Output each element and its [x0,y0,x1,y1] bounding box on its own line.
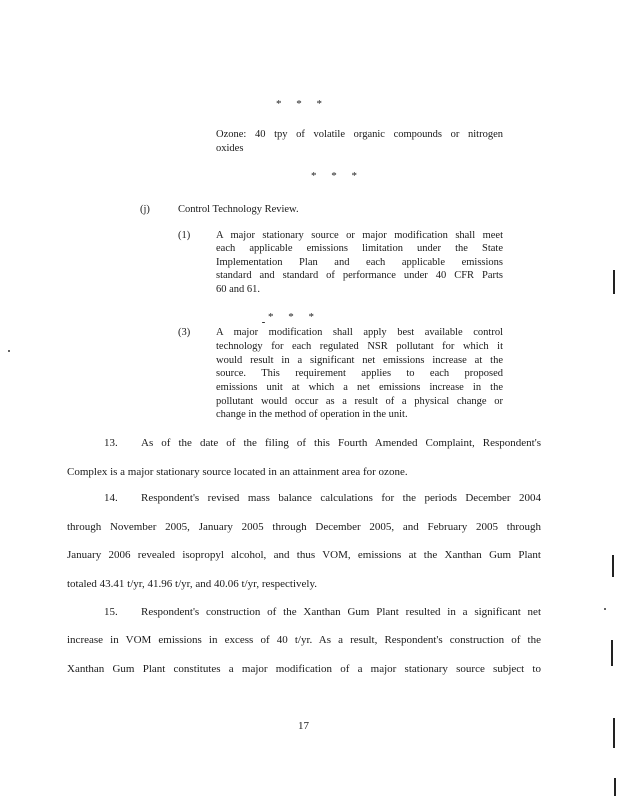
ozone-line-1: Ozone: 40 tpy of volatile organic compounds or nitrogen [216,129,503,140]
item-line: would result in a significant net emissions increase at the [216,355,503,366]
subsection-title: Control Technology Review. [178,204,299,215]
scan-margin-mark [611,640,613,666]
item-line: emissions unit at which a net emissions increase in the [216,382,503,393]
scan-speck [8,350,10,352]
item-line: pollutant would occur as a result of a physical change or [216,396,503,407]
paragraph-line: Respondent's construction of the Xanthan Gum Plant resulted in a significant net [141,606,541,618]
paragraph-line: As of the date of the filing of this Fourth Amended Complaint, Respondent's [141,437,541,449]
paragraph-line: Complex is a major stationary source located in an attainment area for ozone. [67,466,408,478]
scan-speck [262,322,265,323]
item-number: (3) [178,327,191,338]
paragraph-line: increase in VOM emissions in excess of 40 t/yr. As a result, Respondent's construction of the [67,634,541,646]
item-line: standard and standard of performance under 40 CFR Parts [216,270,503,281]
item-line: each applicable emissions limitation under the State [216,243,503,254]
item-line: 60 and 61. [216,284,261,295]
item-line: change in the method of operation in the unit. [216,409,408,420]
ellipsis-stars: * * * [268,311,320,323]
item-line: source. This requirement applies to each proposed [216,368,503,379]
item-line: A major modification shall apply best available control [216,327,503,338]
item-number: (1) [178,230,191,241]
scan-margin-mark [613,270,615,294]
paragraph-line: Xanthan Gum Plant constitutes a major modification of a major stationary source subject to [67,663,541,675]
paragraph-number: 15. [104,606,118,618]
paragraph-line: totaled 43.41 t/yr, 41.96 t/yr, and 40.06 t/yr, respectively. [67,578,317,590]
item-line: Implementation Plan and each applicable emissions [216,257,503,268]
scan-margin-mark [614,778,616,796]
item-line: A major stationary source or major modification shall meet [216,230,503,241]
ellipsis-stars: * * * [311,170,363,182]
subsection-label: (j) [140,204,150,215]
item-line: technology for each regulated NSR pollutant for which it [216,341,503,352]
paragraph-number: 14. [104,492,118,504]
ozone-line-2: oxides [216,143,244,154]
scan-speck [604,608,606,610]
paragraph-line: through November 2005, January 2005 through December 2005, and February 2005 through [67,521,541,533]
paragraph-line: Respondent's revised mass balance calculations for the periods December 2004 [141,492,541,504]
scan-margin-mark [612,555,614,577]
paragraph-number: 13. [104,437,118,449]
scan-margin-mark [613,718,615,748]
page-number: 17 [298,720,309,732]
ellipsis-stars: * * * [276,98,328,110]
paragraph-line: January 2006 revealed isopropyl alcohol, and thus VOM, emissions at the Xanthan Gum Plant [67,549,541,561]
